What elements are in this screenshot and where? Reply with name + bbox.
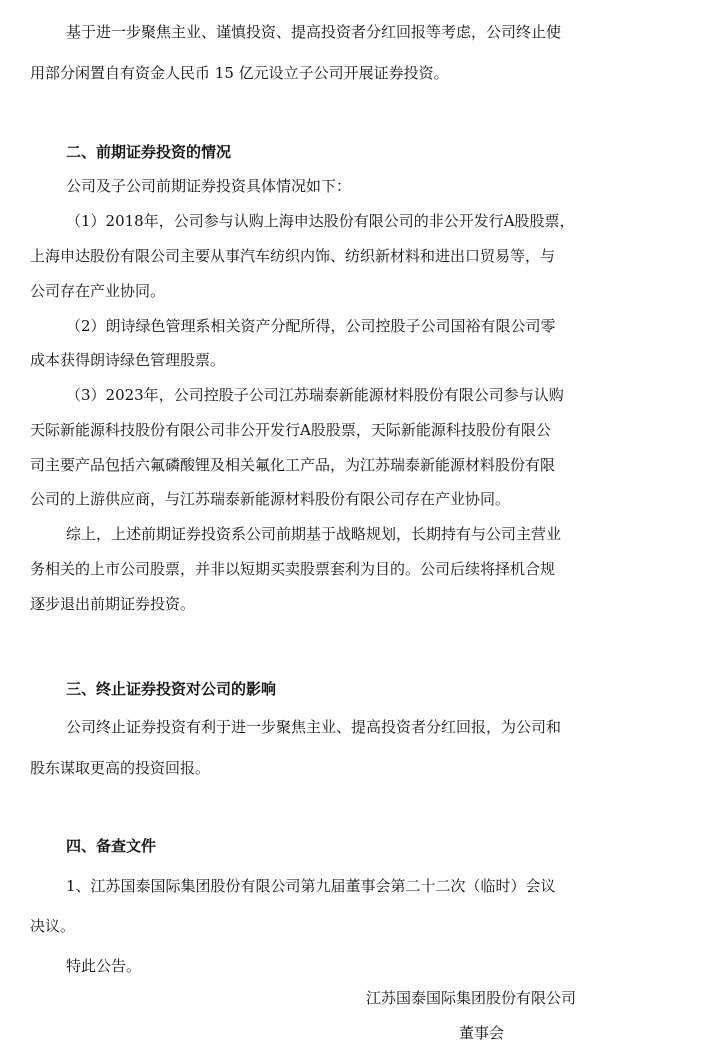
section2-item1-line-3: 公司存在产业协同。 [30,282,166,300]
section2-item3-line-1: （3）2023年，公司控股子公司江苏瑞泰新能源材料股份有限公司参与认购 [66,386,564,404]
section4-heading: 四、备查文件 [66,837,157,855]
section3-body-line-2: 股东谋取更高的投资回报。 [30,759,211,777]
section2-item2-line-2: 成本获得朗诗绿色管理股票。 [30,351,226,369]
section4-item1-line-2: 决议。 [30,917,76,935]
signature-company: 江苏国泰国际集团股份有限公司 [366,989,577,1007]
section2-item3-line-2: 天际新能源科技股份有限公司非公开发行A股股票，天际新能源科技股份有限公 [30,421,551,439]
section2-item1-line-1: （1）2018年，公司参与认购上海申达股份有限公司的非公开发行A股股票， [66,212,575,230]
section2-heading: 二、前期证券投资的情况 [66,143,232,161]
section2-item2-line-1: （2）朗诗绿色管理系相关资产分配所得，公司控股子公司国裕有限公司零 [66,317,556,335]
section3-body-line-1: 公司终止证券投资有利于进一步聚焦主业、提高投资者分红回报，为公司和 [66,718,562,736]
intro-line-1: 基于进一步聚焦主业、谨慎投资、提高投资者分红回报等考虑，公司终止使 [66,23,562,41]
section2-summary-line-3: 逐步退出前期证券投资。 [30,595,196,613]
signature-board: 董事会 [459,1024,505,1042]
section2-item1-line-2: 上海申达股份有限公司主要从事汽车纺织内饰、纺织新材料和进出口贸易等，与 [30,247,556,265]
section2-summary-line-1: 综上，上述前期证券投资系公司前期基于战略规划，长期持有与公司主营业 [66,525,562,543]
section4-item1-line-1: 1、江苏国泰国际集团股份有限公司第九届董事会第二十二次（临时）会议 [66,877,556,895]
intro-line-2: 用部分闲置自有资金人民币 15 亿元设立子公司开展证券投资。 [30,64,449,82]
section2-summary-line-2: 务相关的上市公司股票，并非以短期买卖股票套利为目的。公司后续将择机合规 [30,560,556,578]
section2-item3-line-4: 公司的上游供应商，与江苏瑞泰新能源材料股份有限公司存在产业协同。 [30,490,511,508]
section2-lead: 公司及子公司前期证券投资具体情况如下： [66,177,352,195]
closing-text: 特此公告。 [66,957,142,975]
section3-heading: 三、终止证券投资对公司的影响 [66,680,277,698]
section2-item3-line-3: 司主要产品包括六氟磷酸锂及相关氟化工产品，为江苏瑞泰新能源材料股份有限 [30,456,556,474]
